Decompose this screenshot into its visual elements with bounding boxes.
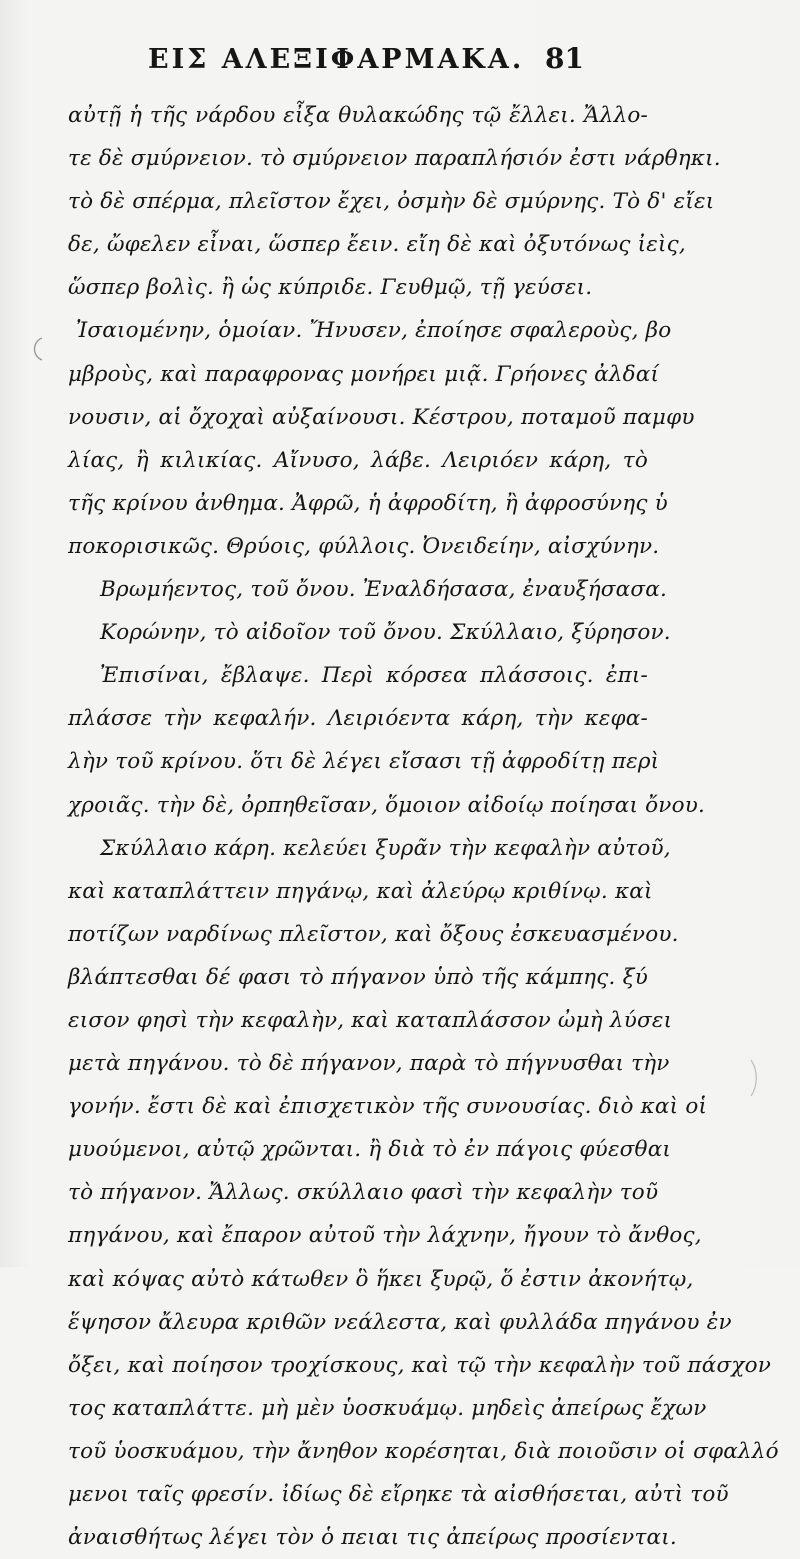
text-line-20: ποτίζων ναρδίνως πλεῖστον, καὶ ὄξους ἐσκευασμένου. xyxy=(68,921,679,947)
text-line-11: ποκορισικῶς. Θρύοις, φύλλοις. Ὀνειδείην, αἰσχύνην. xyxy=(68,533,660,559)
text-line-8: νουσιν, αἱ ὄχοχαὶ αὐξαίνουσι. Κέστρου, ποταμοῦ παμφυ xyxy=(68,404,695,430)
text-line-26: τὸ πήγανον. Ἄλλως. σκύλλαιο φασὶ τὴν κεφαλὴν τοῦ xyxy=(68,1180,659,1206)
text-line-32: τοῦ ὑοσκυάμου, τὴν ἄνηθον κορέσηται, διὰ ποιοῦσιν οἱ σφαλλό xyxy=(68,1438,779,1464)
text-line-14: Ἐπισίναι, ἔβλαψε. Περὶ κόρσεα πλάσσοις. ἐπι- xyxy=(100,663,648,689)
text-line-33: μενοι ταῖς φρεσίν. ἰδίως δὲ εἴρηκε τὰ αἰσθήσεται, αὐτὶ τοῦ xyxy=(68,1482,729,1507)
text-line-1: αὐτῇ ἡ τῆς νάρδου εἶξα θυλακώδης τῷ ἔλλει. Ἄλλο- xyxy=(68,103,648,128)
running-title: ΕΙΣ ΑΛΕΞΙΦΑΡΜΑΚΑ. xyxy=(148,44,525,75)
text-line-25: μυούμενοι, αὐτῷ χρῶνται. ἢ διὰ τὸ ἐν πάγοις φύεσθαι xyxy=(68,1137,672,1163)
page-header xyxy=(0,40,800,90)
page-number: 81 xyxy=(545,42,584,75)
text-line-23: μετὰ πηγάνου. τὸ δὲ πήγανον, παρὰ τὸ πήγνυσθαι τὴν xyxy=(68,1051,670,1077)
margin-edge-mark xyxy=(748,1058,762,1098)
text-line-2: τε δὲ σμύρνειον. τὸ σμύρνειον παραπλήσιόν ἐστι νάρθηκι. xyxy=(68,146,721,172)
main-text-block xyxy=(68,94,779,1559)
text-line-3: τὸ δὲ σπέρμα, πλεῖστον ἔχει, ὀσμὴν δὲ σμύρνης. Τὸ δ' εἴει xyxy=(68,189,715,215)
text-line-12: Βρωμήεντος, τοῦ ὄνου. Ἐναλδήσασα, ἐναυξήσασα. xyxy=(100,577,668,603)
text-line-13: Κορώνην, τὸ αἰδοῖον τοῦ ὄνου. Σκύλλαιο, ξύρησον. xyxy=(100,620,671,646)
text-line-21: βλάπτεσθαι δέ φασι τὸ πήγανον ὑπὸ τῆς κάμπης. ξύ xyxy=(68,964,648,990)
text-line-29: ἕψησον ἄλευρα κριθῶν νεάλεστα, καὶ φυλλάδα πηγάνου ἐν xyxy=(68,1309,732,1335)
text-line-10: τῆς κρίνου ἀνθημα. Ἀφρῶ, ἡ ἀφροδίτη, ἢ ἀφροσύνης ὑ xyxy=(68,490,668,516)
text-line-9: λίας, ἢ κιλικίας. Αἴνυσο, λάβε. Λειριόεν κάρη, τὸ xyxy=(68,447,648,473)
text-line-19: καὶ καταπλάττειν πηγάνῳ, καὶ ἀλεύρῳ κριθίνῳ. καὶ xyxy=(68,878,653,904)
text-line-15: πλάσσε τὴν κεφαλήν. Λειριόεντα κάρη, τὴν κεφα- xyxy=(68,706,648,732)
text-line-24: γονήν. ἔστι δὲ καὶ ἐπισχετικὸν τῆς συνουσίας. διὸ καὶ οἱ xyxy=(68,1094,708,1120)
text-line-31: τος καταπλάττε. μὴ μὲν ὑοσκυάμῳ. μηδεὶς ἀπείρως ἔχων xyxy=(68,1395,707,1421)
text-line-7: μβροὺς, καὶ παραφρονας μονήρει μιᾷ. Γρήονες ἀλδαί xyxy=(68,361,660,387)
margin-bracket-mark xyxy=(28,336,46,362)
text-line-22: εισον φησὶ τὴν κεφαλὴν, καὶ καταπλάσσον ὠμὴ λύσει xyxy=(68,1007,673,1033)
text-line-34: ἀναισθήτως λέγει τὸν ὁ πειαι τις ἀπείρως προσίενται. xyxy=(68,1525,677,1551)
text-line-30: ὄξει, καὶ ποίησον τροχίσκους, καὶ τῷ τὴν κεφαλὴν τοῦ πάσχον xyxy=(68,1352,772,1378)
text-line-5: ὥσπερ βολὶς. ἢ ὡς κύπριδε. Γευθμῷ, τῇ γεύσει. xyxy=(68,275,593,301)
text-line-18: Σκύλλαιο κάρη. κελεύει ξυρᾶν τὴν κεφαλὴν αὐτοῦ, xyxy=(100,835,671,861)
text-line-16: λὴν τοῦ κρίνου. ὅτι δὲ λέγει εἴσασι τῇ ἀφροδίτῃ περὶ xyxy=(68,749,660,775)
text-line-6: Ἰσαιομένην, ὁμοίαν. Ἤνυσεν, ἐποίησε σφαλεροὺς, βο xyxy=(76,318,672,344)
text-line-27: πηγάνου, καὶ ἔπαρον αὐτοῦ τὴν λάχνην, ἤγουν τὸ ἄνθος, xyxy=(68,1223,702,1249)
text-line-17: χροιᾶς. τὴν δὲ, ὀρπηθεῖσαν, ὅμοιον αἰδοίῳ ποίησαι ὄνου. xyxy=(68,792,706,818)
text-line-28: καὶ κόψας αὐτὸ κάτωθεν ὃ ἥκει ξυρῷ, ὅ ἐστιν ἀκονήτῳ, xyxy=(68,1266,694,1292)
text-line-4: δε, ὤφελεν εἶναι, ὥσπερ ἔειν. εἴη δὲ καὶ ὀξυτόνως ἰεὶς, xyxy=(68,232,686,258)
